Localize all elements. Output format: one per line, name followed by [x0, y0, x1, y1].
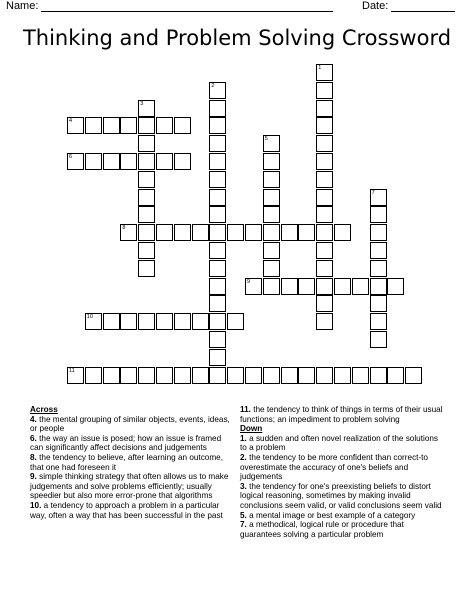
crossword-cell[interactable] [298, 224, 315, 241]
crossword-cell[interactable] [227, 224, 244, 241]
crossword-cell[interactable] [263, 278, 280, 295]
crossword-cell[interactable] [192, 367, 209, 384]
clue-number: 10 [86, 314, 93, 321]
crossword-cell[interactable] [85, 313, 102, 330]
crossword-cell[interactable] [316, 295, 333, 312]
crossword-cell[interactable] [209, 117, 226, 134]
clue-number: 4 [69, 118, 73, 125]
crossword-cell[interactable] [370, 242, 387, 259]
crossword-cell[interactable] [120, 117, 137, 134]
crossword-cell[interactable] [138, 313, 155, 330]
clue-number: 11 [69, 367, 75, 374]
crossword-cell[interactable] [209, 349, 226, 366]
across-clue: 10. a tendency to approach a problem in a particular way, often a way that has been successful in the past [30, 500, 223, 520]
crossword-cell[interactable] [103, 153, 120, 170]
crossword-cell[interactable] [138, 242, 155, 259]
crossword-cell[interactable] [67, 117, 84, 134]
crossword-cell[interactable] [209, 367, 226, 384]
crossword-cell[interactable] [316, 242, 333, 259]
crossword-cell[interactable] [263, 171, 280, 188]
crossword-cell[interactable] [209, 260, 226, 277]
crossword-cell[interactable] [138, 153, 155, 170]
crossword-cell[interactable] [156, 367, 173, 384]
down-clue: 2. the tendency to be more confident than correct-to overestimate the accuracy of one's beliefs and judgements [240, 452, 428, 482]
crossword-cell[interactable] [316, 278, 333, 295]
crossword-cell[interactable] [263, 260, 280, 277]
crossword-cell[interactable] [263, 206, 280, 223]
crossword-cell[interactable] [192, 313, 209, 330]
crossword-cell[interactable] [67, 367, 84, 384]
crossword-cell[interactable] [316, 189, 333, 206]
crossword-cell[interactable] [138, 224, 155, 241]
crossword-cell[interactable] [245, 278, 262, 295]
crossword-cell[interactable] [209, 313, 226, 330]
crossword-cell[interactable] [209, 189, 226, 206]
across-clue: 6. the way an issue is posed; how an issue is framed can significantly affect decisions and judgements [30, 433, 222, 453]
crossword-cell[interactable] [85, 117, 102, 134]
crossword-cell[interactable] [209, 242, 226, 259]
crossword-cell[interactable] [174, 224, 191, 241]
across-clue: 4. the mental grouping of similar objects, events, ideas, or people [30, 414, 230, 434]
crossword-cell[interactable] [352, 367, 369, 384]
crossword-cell[interactable] [156, 313, 173, 330]
crossword-cell[interactable] [316, 117, 333, 134]
crossword-cell[interactable] [263, 242, 280, 259]
crossword-cell[interactable] [316, 171, 333, 188]
crossword-cell[interactable] [209, 331, 226, 348]
crossword-cell[interactable] [209, 153, 226, 170]
crossword-cell[interactable] [120, 313, 137, 330]
crossword-cell[interactable] [138, 189, 155, 206]
crossword-cell[interactable] [334, 278, 351, 295]
crossword-cell[interactable] [405, 367, 422, 384]
crossword-cell[interactable] [281, 224, 298, 241]
crossword-cell[interactable] [370, 278, 387, 295]
clue-number: 3 [140, 100, 144, 107]
crossword-cell[interactable] [352, 278, 369, 295]
clue-number: 9 [247, 278, 251, 285]
crossword-cell[interactable] [281, 278, 298, 295]
crossword-cell[interactable] [103, 117, 120, 134]
clue-number: 7 [371, 189, 375, 196]
crossword-cell[interactable] [316, 82, 333, 99]
crossword-cell[interactable] [370, 189, 387, 206]
clues-left-column [30, 405, 232, 520]
crossword-cell[interactable] [298, 278, 315, 295]
crossword-cell[interactable] [138, 260, 155, 277]
crossword-cell[interactable] [316, 367, 333, 384]
crossword-cell[interactable] [245, 224, 262, 241]
crossword-cell[interactable] [138, 206, 155, 223]
clue-number: 8 [122, 225, 126, 232]
crossword-cell[interactable] [316, 206, 333, 223]
crossword-cell[interactable] [120, 367, 137, 384]
crossword-cell[interactable] [174, 153, 191, 170]
crossword-cell[interactable] [281, 367, 298, 384]
clue-number: 6 [69, 154, 73, 160]
crossword-cell[interactable] [67, 153, 84, 170]
crossword-cell[interactable] [263, 135, 280, 152]
crossword-cell[interactable] [138, 135, 155, 152]
page-title: Thinking and Problem Solving Crossword [22, 26, 452, 50]
crossword-cell[interactable] [263, 224, 280, 241]
crossword-cell[interactable] [370, 260, 387, 277]
crossword-cell[interactable] [138, 117, 155, 134]
crossword-cell[interactable] [209, 206, 226, 223]
crossword-cell[interactable] [334, 224, 351, 241]
crossword-cell[interactable] [370, 295, 387, 312]
crossword-cell[interactable] [370, 313, 387, 330]
crossword-cell[interactable] [174, 117, 191, 134]
crossword-cell[interactable] [192, 224, 209, 241]
crossword-cell[interactable] [174, 313, 191, 330]
crossword-cell[interactable] [209, 82, 226, 99]
across-clue: 8. the tendency to believe, after learning an outcome, that one had foreseen it [30, 452, 224, 472]
crossword-cell[interactable] [156, 117, 173, 134]
crossword-cell[interactable] [85, 153, 102, 170]
crossword-cell[interactable] [298, 367, 315, 384]
crossword-cell[interactable] [209, 224, 226, 241]
crossword-cell[interactable] [209, 295, 226, 312]
crossword-cell[interactable] [209, 171, 226, 188]
crossword-cell[interactable] [156, 153, 173, 170]
across-clue: 9. simple thinking strategy that often allows us to make judgements and solve problems efficiently; usually speedier but also more error-prone that algorithms [30, 472, 229, 501]
crossword-cell[interactable] [316, 135, 333, 152]
crossword-cell[interactable] [316, 153, 333, 170]
crossword-cell[interactable] [316, 100, 333, 117]
crossword-cell[interactable] [227, 367, 244, 384]
down-heading: Down [240, 424, 263, 434]
date-label: Date: [362, 0, 389, 12]
crossword-cell[interactable] [316, 224, 333, 241]
down-clue: 7. a methodical, logical rule or procedure that guarantees solving a particular problem [240, 520, 404, 539]
crossword-cell[interactable] [138, 367, 155, 384]
crossword-cell[interactable] [263, 153, 280, 170]
across-clue: 11. the tendency to think of things in terms of their usual functions; an impediment to problem solving [240, 405, 443, 424]
crossword-cell[interactable] [370, 367, 387, 384]
down-clue: 1. a sudden and often novel realization of the solutions to a problem [240, 433, 439, 453]
crossword-cell[interactable] [370, 206, 387, 223]
crossword-cell[interactable] [138, 171, 155, 188]
crossword-cell[interactable] [156, 224, 173, 241]
crossword-cell[interactable] [245, 367, 262, 384]
crossword-cell[interactable] [209, 100, 226, 117]
across-heading: Across [30, 405, 58, 414]
crossword-cell[interactable] [120, 224, 137, 241]
down-clue: 5. a mental image or best example of a category [240, 510, 416, 520]
crossword-cell[interactable] [334, 367, 351, 384]
clues-right-column [240, 405, 445, 539]
crossword-cell[interactable] [138, 100, 155, 117]
crossword-cell[interactable] [174, 367, 191, 384]
crossword-cell[interactable] [103, 313, 120, 330]
crossword-cell[interactable] [85, 367, 102, 384]
clue-number: 1 [318, 65, 322, 71]
crossword-cell[interactable] [316, 64, 333, 81]
crossword-cell[interactable] [387, 278, 404, 295]
clue-number: 2 [211, 82, 215, 89]
crossword-cell[interactable] [316, 260, 333, 277]
name-label: Name: [6, 0, 39, 12]
crossword-cell[interactable] [370, 331, 387, 348]
crossword-cell[interactable] [120, 153, 137, 170]
crossword-cell[interactable] [263, 367, 280, 384]
crossword-cell[interactable] [387, 367, 404, 384]
crossword-cell[interactable] [263, 189, 280, 206]
crossword-cell[interactable] [209, 278, 226, 295]
crossword-cell[interactable] [370, 224, 387, 241]
crossword-cell[interactable] [103, 367, 120, 384]
crossword-cell[interactable] [316, 313, 333, 330]
crossword-cell[interactable] [209, 135, 226, 152]
clue-number: 5 [264, 136, 268, 143]
down-clue: 3. the tendency for one's preexisting beliefs to distort logical reasoning, sometimes by making invalid conclusions seem valid, or valid conclusions seem valid [240, 481, 442, 510]
crossword-cell[interactable] [227, 313, 244, 330]
